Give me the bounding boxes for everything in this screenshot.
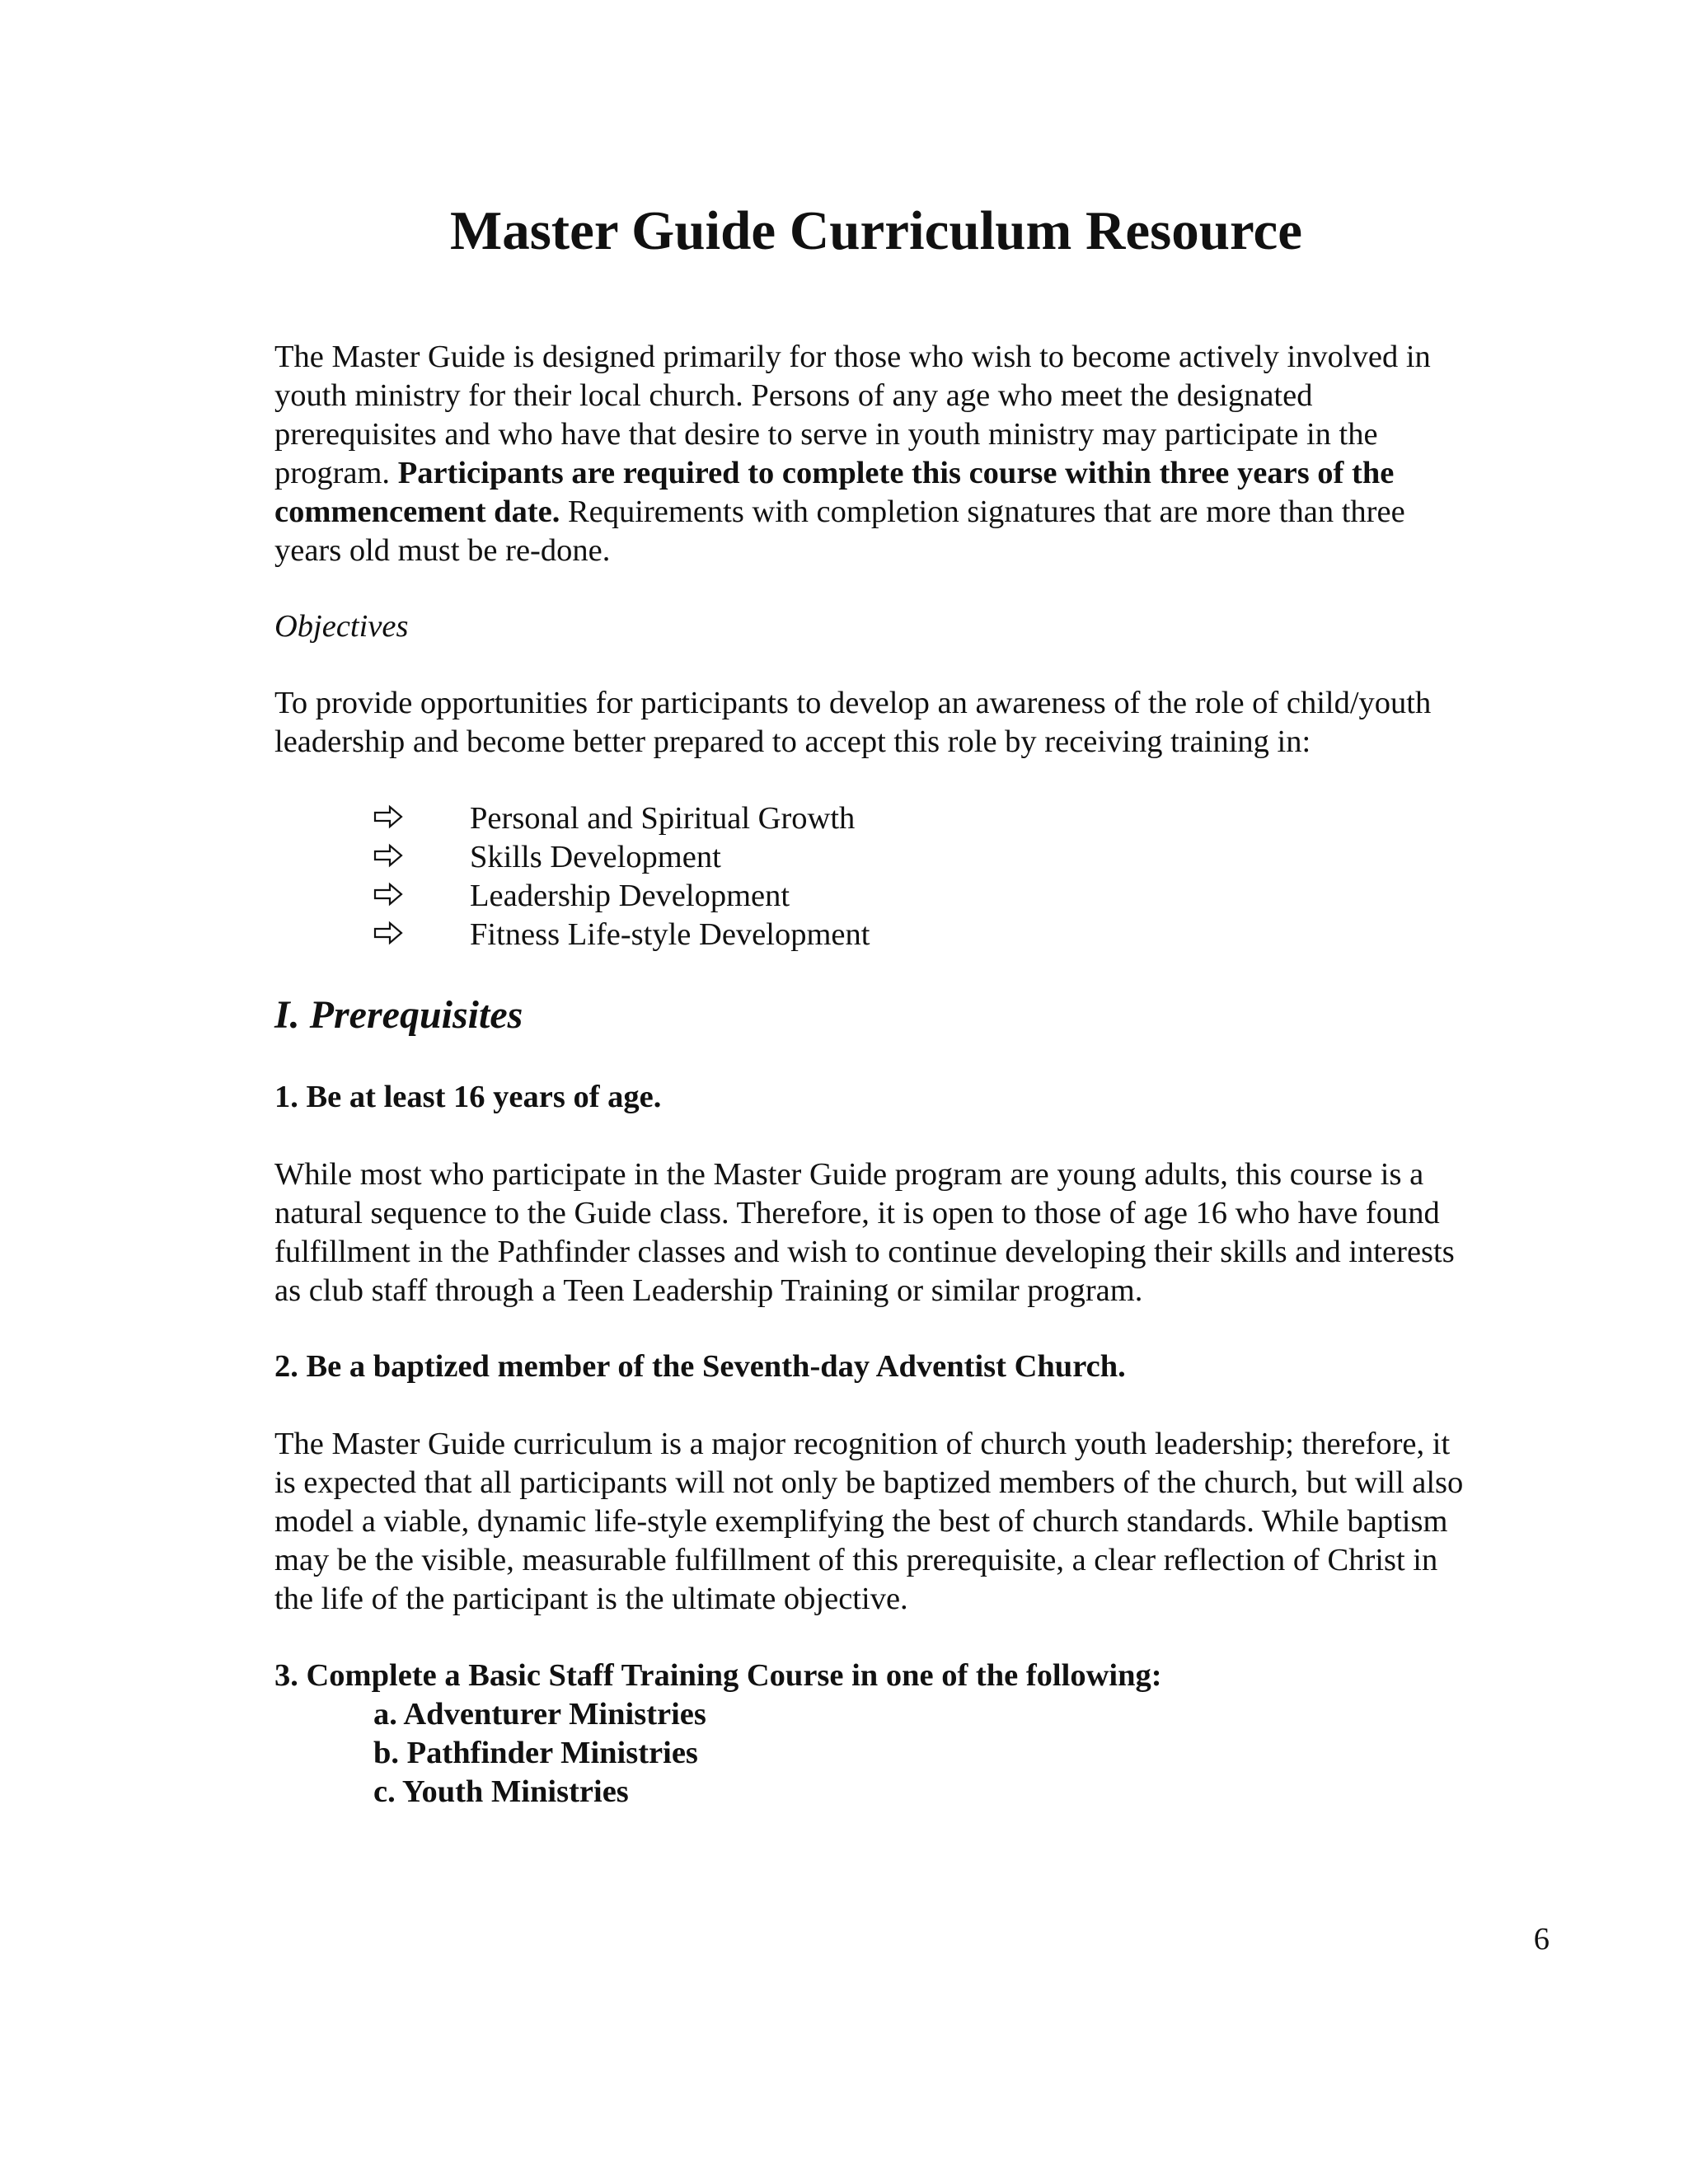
objective-item bbox=[274, 799, 1478, 838]
page-number: 6 bbox=[1533, 1922, 1550, 1957]
course-option: a. Adventurer Ministries bbox=[373, 1697, 706, 1732]
arrow-right-icon bbox=[373, 882, 403, 907]
intro-paragraph bbox=[274, 338, 1478, 570]
course-option: c. Youth Ministries bbox=[373, 1774, 629, 1809]
objective-item bbox=[274, 877, 1478, 916]
arrow-right-icon bbox=[373, 921, 403, 945]
objective-text: Fitness Life-style Development bbox=[470, 917, 870, 952]
objective-text: Personal and Spiritual Growth bbox=[470, 801, 856, 836]
section-heading-prerequisites: I. Prerequisites bbox=[274, 993, 523, 1037]
course-option: b. Pathfinder Ministries bbox=[373, 1736, 698, 1770]
page-title: Master Guide Curriculum Resource bbox=[449, 200, 1303, 261]
objective-item bbox=[274, 838, 1478, 877]
arrow-right-icon bbox=[373, 843, 403, 868]
objective-item bbox=[274, 916, 1478, 954]
intro-text-part1: The Master Guide is designed primarily for those who wish to become actively involved in youth ministry for their local church. Persons of any age who meet the designated prerequisites and who have that desire to serve in youth ministry may participate in the program. bbox=[274, 340, 1431, 490]
prerequisite-heading: 1. Be at least 16 years of age. bbox=[274, 1080, 662, 1114]
objectives-intro: To provide opportunities for participants to develop an awareness of the role of child/youth leadership and become better prepared to accept this role by receiving training in: bbox=[274, 686, 1432, 759]
objective-text: Skills Development bbox=[470, 840, 721, 874]
prerequisite-text: While most who participate in the Master Guide program are young adults, this course is a natural sequence to the Guide class. Therefore, it is open to those of age 16 who have found fulfillment in the Pathfinder classes and wish to continue developing their skills and interests as club staff through a Teen Leadership Training or similar program. bbox=[274, 1157, 1455, 1308]
intro-text-bold: Participants are required to complete this course within three years of the commencement date. bbox=[274, 456, 1395, 529]
objectives-list bbox=[274, 799, 1478, 954]
intro-text-part2: Requirements with completion signatures that are more than three years old must be re-done. bbox=[274, 494, 1405, 568]
prerequisite-heading: 3. Complete a Basic Staff Training Course in one of the following: bbox=[274, 1658, 1162, 1693]
prerequisite-heading: 2. Be a baptized member of the Seventh-day Adventist Church. bbox=[274, 1349, 1126, 1384]
objectives-heading: Objectives bbox=[274, 609, 409, 644]
arrow-right-icon bbox=[373, 804, 403, 829]
objective-text: Leadership Development bbox=[470, 879, 790, 913]
prerequisite-3 bbox=[274, 1657, 1478, 1811]
prerequisite-text: The Master Guide curriculum is a major recognition of church youth leadership; therefore, it is expected that all participants will not only be baptized members of the church, but will also model a viable, dynamic life-style exemplifying the best of church standards. While baptism may be the visible, measurable fulfillment of this prerequisite, a clear reflection of Christ in the life of the participant is the ultimate objective. bbox=[274, 1427, 1464, 1616]
